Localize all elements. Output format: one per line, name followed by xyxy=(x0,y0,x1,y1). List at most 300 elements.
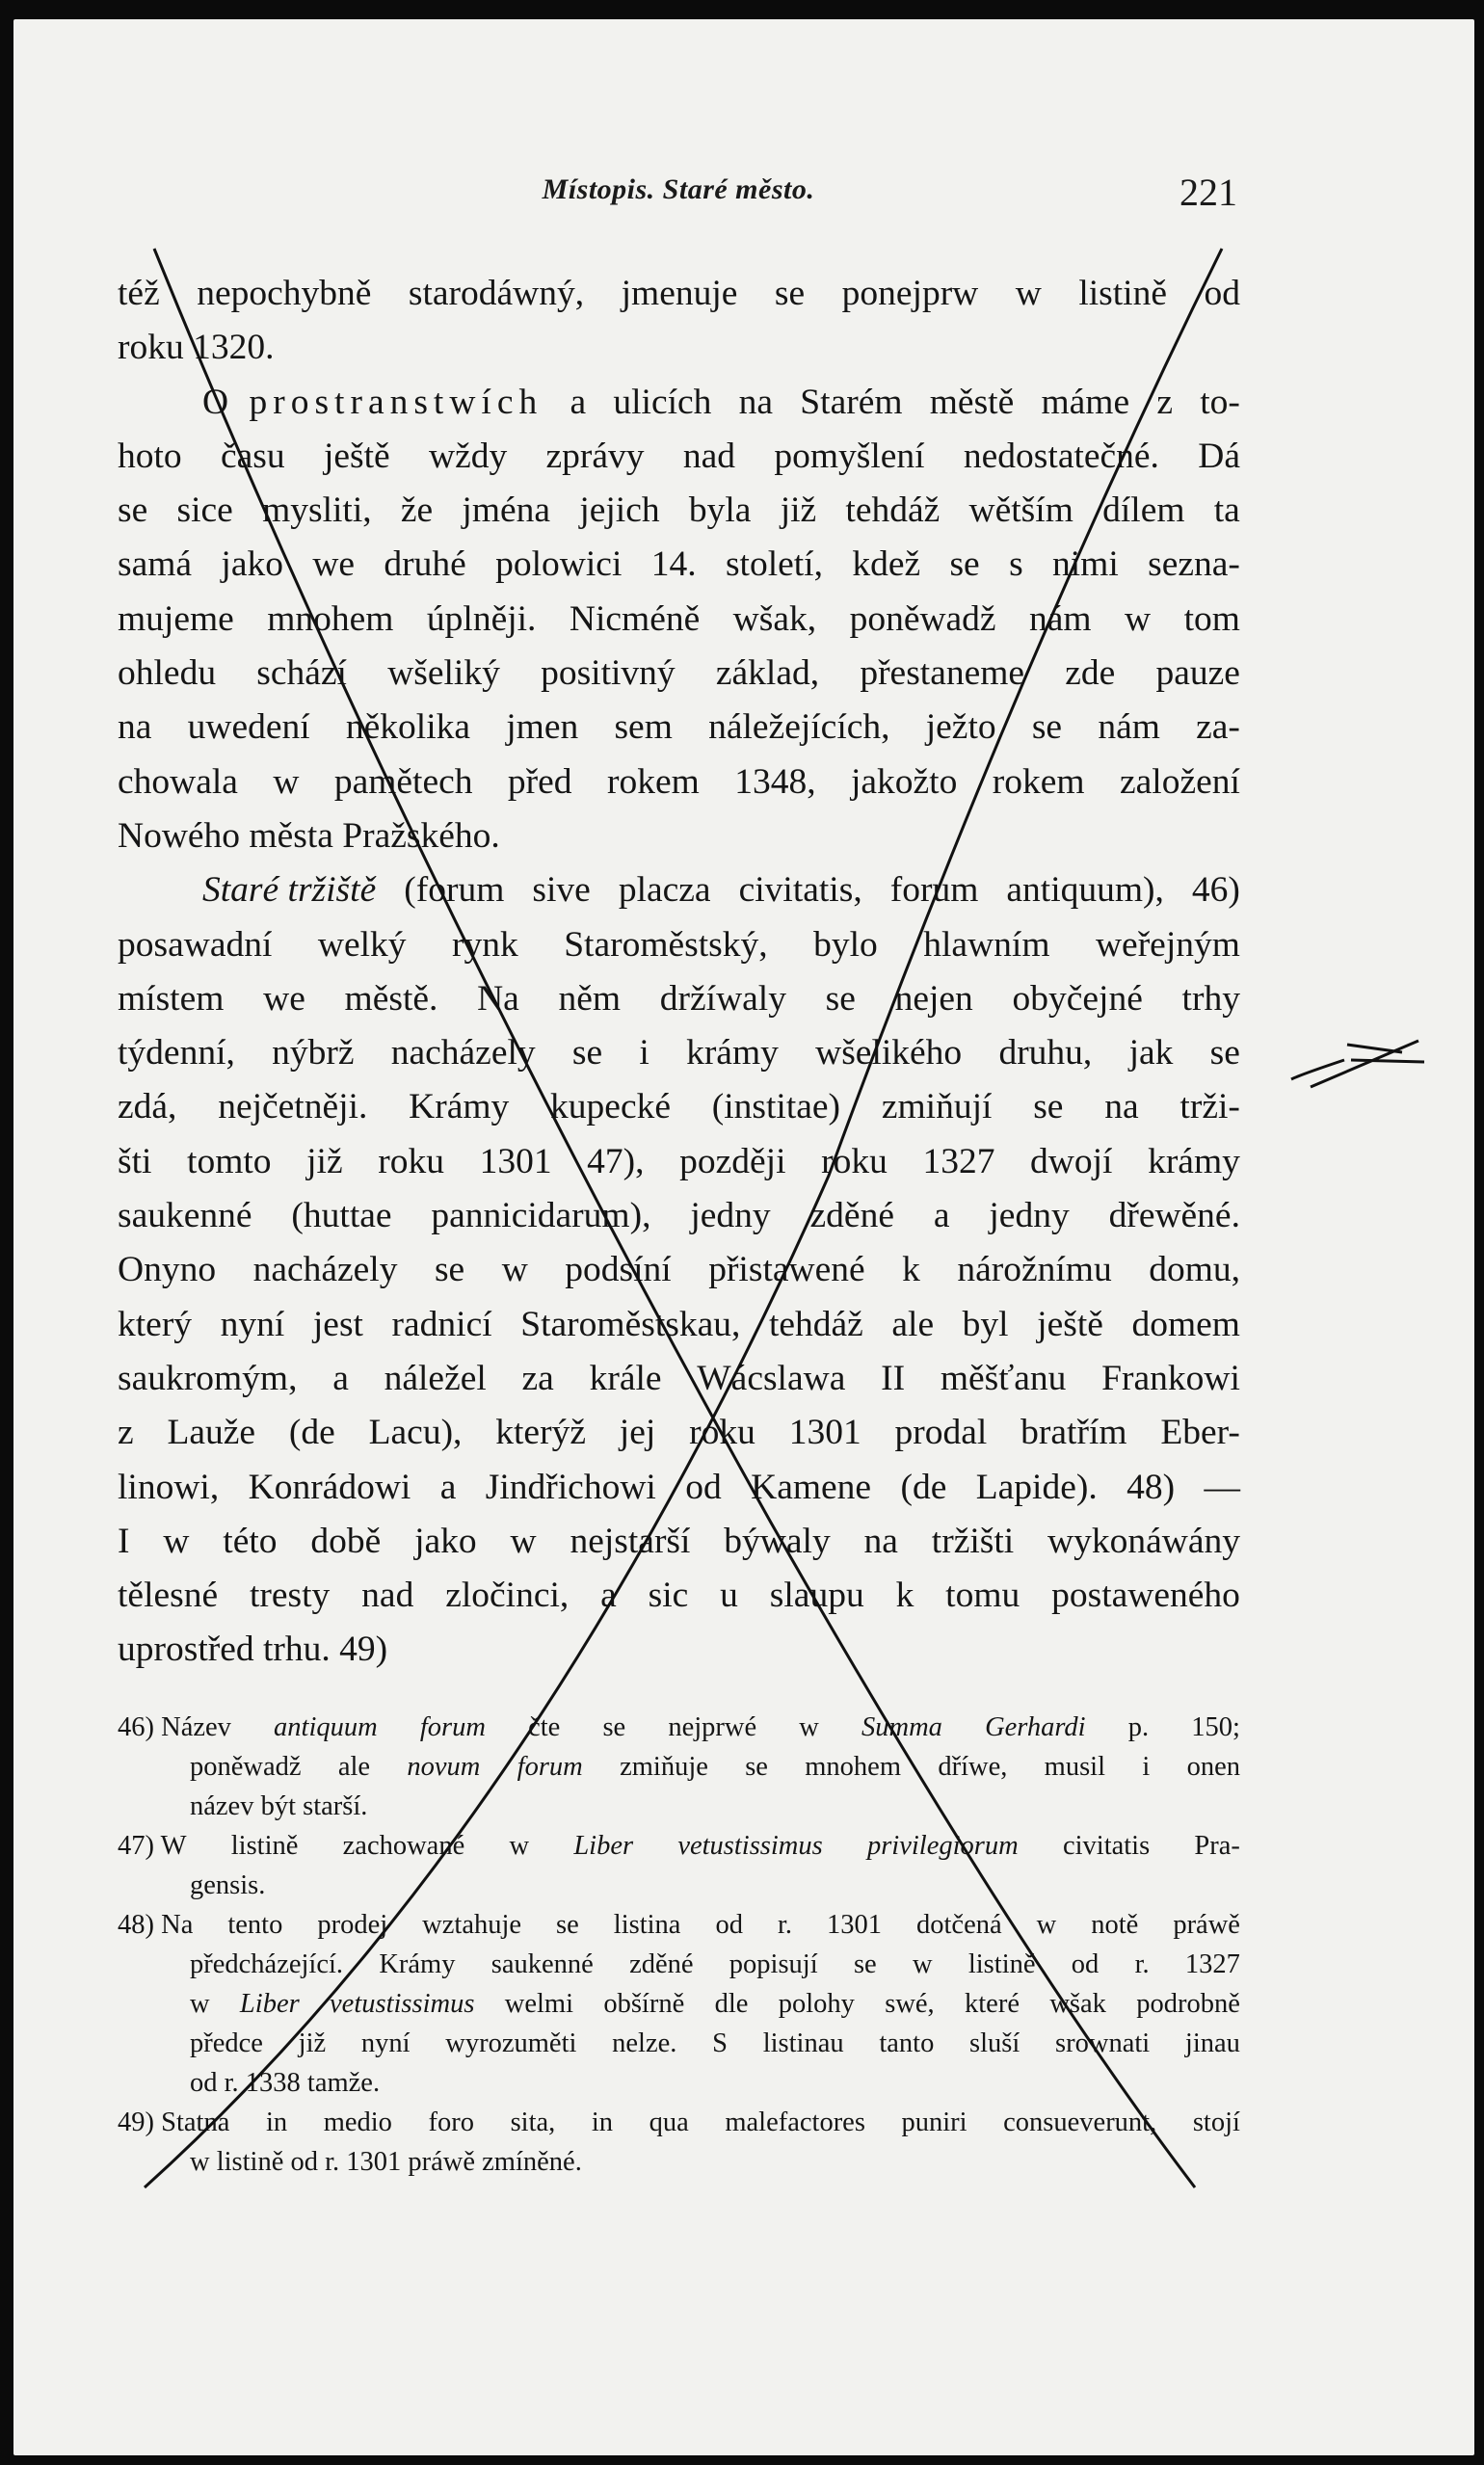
word: wždy xyxy=(428,436,508,476)
footnote-word: název být starší. xyxy=(190,1791,368,1821)
word: roku xyxy=(689,1413,755,1453)
footnote-line xyxy=(118,1747,1240,1787)
word: forum xyxy=(889,870,979,911)
footnote-word: předcházející. xyxy=(190,1949,344,1979)
word: z xyxy=(1156,382,1174,422)
text-line xyxy=(118,1135,1240,1189)
footnote-word: 49) Statna xyxy=(118,2107,230,2137)
footnote-word: i xyxy=(1142,1752,1151,1782)
word: nárožnímu xyxy=(957,1250,1112,1290)
word: již xyxy=(306,1141,343,1181)
footnote-word: srownati xyxy=(1055,2028,1151,2058)
footnote-word: w listině od r. 1301 práwě zmíněné. xyxy=(190,2147,582,2177)
footnote-word: musil xyxy=(1044,1752,1106,1782)
footnote-word: gensis. xyxy=(190,1870,266,1900)
footnote-word: wyrozuměti xyxy=(445,2028,577,2058)
word: polowici xyxy=(495,544,623,585)
word: sive xyxy=(532,870,591,911)
word: se xyxy=(571,1033,603,1073)
footnote-word: 1301 xyxy=(827,1910,883,1940)
footnote-word: tento xyxy=(227,1910,283,1940)
word: Starém xyxy=(800,382,903,422)
footnote-word: saukenné xyxy=(490,1949,594,1979)
footnote-word: 48) Na xyxy=(118,1910,194,1940)
word: kterýž xyxy=(495,1413,586,1453)
word: 14. xyxy=(650,544,697,585)
word: od xyxy=(1204,274,1240,313)
word: již xyxy=(780,490,817,531)
text-line xyxy=(118,484,1240,538)
word: náležel xyxy=(384,1358,487,1398)
word: kupecké xyxy=(550,1087,671,1127)
word: tělesné xyxy=(118,1576,219,1616)
footnotes xyxy=(118,1708,1240,2182)
footnote-word: civitatis xyxy=(1062,1831,1151,1861)
footnote-word: 150; xyxy=(1191,1712,1240,1742)
footnote-word: ale xyxy=(337,1752,371,1782)
footnote-word: práwě xyxy=(1173,1910,1240,1940)
word: k xyxy=(902,1250,920,1290)
footnote-word: prodej xyxy=(317,1910,388,1940)
word: ta xyxy=(1213,490,1240,531)
word: schází xyxy=(256,653,347,694)
word: hoto xyxy=(118,436,182,476)
footnote-word: wšak xyxy=(1049,1989,1106,2019)
text-line xyxy=(118,430,1240,484)
word: — xyxy=(1204,1467,1240,1507)
word: Nicméně xyxy=(569,598,701,639)
word: pamětech xyxy=(333,761,473,802)
word: wětším xyxy=(968,490,1073,531)
text-line xyxy=(118,755,1240,809)
footnote-word: in xyxy=(591,2107,614,2137)
footnote-word: Pra- xyxy=(1194,1831,1240,1861)
word: i xyxy=(639,1033,649,1073)
word: (de xyxy=(288,1413,335,1453)
footnote-word: nelze. xyxy=(612,2028,677,2058)
word: trži- xyxy=(1179,1087,1240,1127)
footnote-word: w xyxy=(912,1949,933,1979)
word: století, xyxy=(725,544,823,585)
footnote-word: forum xyxy=(517,1752,583,1782)
word: jedny xyxy=(989,1196,1070,1236)
word: kdež xyxy=(852,544,921,585)
text-line xyxy=(118,701,1240,755)
text-line xyxy=(118,267,1240,321)
word: Nowého města Pražského. xyxy=(118,815,500,856)
word: bratřím xyxy=(1020,1413,1127,1453)
word: dílem xyxy=(1102,490,1185,531)
word: we xyxy=(263,978,305,1019)
word: 48) xyxy=(1126,1467,1176,1507)
footnote-word: p. xyxy=(1127,1712,1150,1742)
word: se xyxy=(774,274,806,313)
word: k xyxy=(895,1576,914,1616)
word: sic xyxy=(648,1576,689,1616)
footnote-word: in xyxy=(265,2107,288,2137)
word: se xyxy=(434,1250,465,1290)
footnote-word: puniri xyxy=(901,2107,967,2137)
word: přestaneme xyxy=(860,653,1025,694)
footnote-word: listině xyxy=(230,1831,299,1861)
word: Onyno xyxy=(118,1250,217,1290)
word: sezna- xyxy=(1148,544,1240,585)
word: jejich xyxy=(579,490,660,531)
word: hlawním xyxy=(923,924,1050,965)
word: Lapide). xyxy=(975,1467,1098,1507)
word: druhé xyxy=(384,544,466,585)
footnote-word: se xyxy=(853,1949,877,1979)
word: u xyxy=(720,1576,738,1616)
footnote-word: Liber xyxy=(239,1989,300,2019)
footnote-line xyxy=(118,1826,1240,1866)
word: náležejících, xyxy=(708,707,890,748)
footnote-word: poněwadž xyxy=(190,1752,302,1782)
word: Kamene xyxy=(751,1467,872,1507)
footnote-word: obšírně xyxy=(603,1989,685,2019)
word: tomu xyxy=(945,1576,1020,1616)
footnote-line xyxy=(118,2024,1240,2063)
word: Jindřichowi xyxy=(485,1467,656,1507)
word: druhu, xyxy=(998,1033,1093,1073)
text-line xyxy=(118,1080,1240,1134)
word: na xyxy=(1104,1087,1139,1127)
word: několika xyxy=(345,707,471,748)
word: ještě xyxy=(1037,1304,1103,1344)
footnote-word: listině xyxy=(967,1949,1036,1979)
word: měšťanu xyxy=(940,1358,1067,1398)
word: chowala xyxy=(118,761,238,802)
footnote-word: novum xyxy=(407,1752,481,1782)
body-text xyxy=(118,267,1240,1678)
word: ale xyxy=(891,1304,935,1344)
word: jej xyxy=(619,1413,656,1453)
word: nejstarší xyxy=(570,1521,691,1561)
word: se xyxy=(1033,1087,1064,1127)
word: Lauže xyxy=(167,1413,256,1453)
word: ulicích xyxy=(613,382,712,422)
word: tom xyxy=(1183,598,1240,639)
word: w xyxy=(501,1250,528,1290)
word: zprávy xyxy=(545,436,645,476)
word: mnohem xyxy=(267,598,394,639)
footnote-word: mnohem xyxy=(805,1752,902,1782)
word: a xyxy=(332,1358,349,1398)
word: posawadní xyxy=(118,924,273,965)
footnote-word: onen xyxy=(1186,1752,1240,1782)
word: nedostatečné. xyxy=(963,436,1159,476)
word: s xyxy=(1009,544,1023,585)
footnote-line xyxy=(118,1866,1240,1905)
word: slaupu xyxy=(769,1576,864,1616)
word: Staroměstský, xyxy=(564,924,768,965)
word: ježto xyxy=(925,707,996,748)
footnote-line xyxy=(118,1905,1240,1945)
text-line xyxy=(118,972,1240,1026)
word: tomto xyxy=(187,1141,272,1181)
word: z xyxy=(118,1413,134,1453)
text-line xyxy=(118,1189,1240,1243)
word: týdenní, xyxy=(118,1033,235,1073)
word: postaweného xyxy=(1051,1576,1240,1616)
word: roku xyxy=(821,1141,888,1181)
word: w xyxy=(1015,274,1042,313)
word: založení xyxy=(1119,761,1240,802)
footnote-word: S xyxy=(712,2028,728,2058)
word: trhy xyxy=(1181,978,1240,1019)
word: šti xyxy=(118,1141,152,1181)
word: saukenné xyxy=(118,1196,252,1236)
word: Lacu), xyxy=(368,1413,463,1453)
word: této xyxy=(223,1521,278,1561)
word: jedny xyxy=(690,1196,771,1236)
footnote-word: w xyxy=(509,1831,530,1861)
footnote-word: nyní xyxy=(360,2028,411,2058)
word: I xyxy=(118,1521,130,1561)
text-line xyxy=(118,1352,1240,1406)
word: od xyxy=(685,1467,722,1507)
word: positivný xyxy=(541,653,676,694)
footnote-word: r. xyxy=(777,1910,793,1940)
footnote-word: 1327 xyxy=(1184,1949,1240,1979)
footnote-line xyxy=(118,2103,1240,2142)
word: se xyxy=(1209,1033,1240,1073)
word: byl xyxy=(962,1304,1009,1344)
footnote-word: tanto xyxy=(879,2028,935,2058)
word: jako xyxy=(414,1521,477,1561)
word: jmen xyxy=(506,707,579,748)
footnote-line xyxy=(118,1945,1240,1984)
word: nad xyxy=(682,436,736,476)
word: nejčetněji. xyxy=(218,1087,368,1127)
word: domu, xyxy=(1149,1250,1240,1290)
word: roku 1320. xyxy=(118,328,275,368)
word: něm xyxy=(558,978,622,1019)
word: (huttae xyxy=(291,1196,392,1236)
word: za- xyxy=(1196,707,1240,748)
word: linowi, xyxy=(118,1467,220,1507)
word: času xyxy=(220,436,285,476)
text-line xyxy=(118,321,1240,375)
word: se xyxy=(949,544,980,585)
word: později xyxy=(679,1141,786,1181)
word: jména xyxy=(462,490,551,531)
text-line xyxy=(118,538,1240,592)
footnote-word: se xyxy=(602,1712,626,1742)
word: se xyxy=(118,490,148,531)
word: w xyxy=(510,1521,537,1561)
word: II xyxy=(881,1358,906,1398)
word: 1301 xyxy=(788,1413,861,1453)
word: nad xyxy=(361,1576,414,1616)
word: rynk xyxy=(451,924,518,965)
footnote-word: Krámy xyxy=(379,1949,456,1979)
word: krámy xyxy=(1148,1141,1240,1181)
word: též xyxy=(118,274,160,313)
footnote-line xyxy=(118,1787,1240,1826)
book-page xyxy=(13,19,1474,2455)
word: jak xyxy=(1128,1033,1174,1073)
word: obyčejné xyxy=(1012,978,1143,1019)
word: že xyxy=(400,490,434,531)
word: jest xyxy=(312,1304,363,1344)
footnote-word: Liber xyxy=(573,1831,634,1861)
word: zde xyxy=(1065,653,1116,694)
word: starodáwný, xyxy=(408,274,585,313)
word: nýbrž xyxy=(272,1033,355,1073)
word: civitatis, xyxy=(738,870,862,911)
word: městě xyxy=(929,382,1015,422)
footnote-line xyxy=(118,2063,1240,2103)
footnote-word: jinau xyxy=(1184,2028,1240,2058)
footnote-word: stojí xyxy=(1192,2107,1240,2137)
footnote-word: w xyxy=(799,1712,819,1742)
footnote-word: dotčená xyxy=(916,1910,1002,1940)
word: tehdáž xyxy=(768,1304,863,1344)
footnote-word: notě xyxy=(1091,1910,1139,1940)
footnote-word: se xyxy=(745,1752,768,1782)
footnote-word: forum xyxy=(419,1712,486,1742)
word: w xyxy=(163,1521,190,1561)
word: ještě xyxy=(323,436,390,476)
footnote-word: nejprwé xyxy=(668,1712,757,1742)
word: podsíní xyxy=(565,1250,672,1290)
running-head: Místopis. Staré město. xyxy=(542,173,815,205)
word: domem xyxy=(1131,1304,1240,1344)
word: (de xyxy=(900,1467,947,1507)
word: pomyšlení xyxy=(774,436,925,476)
page-number: 221 xyxy=(1179,171,1237,214)
word: Dá xyxy=(1198,436,1240,476)
word: zděné xyxy=(809,1196,894,1236)
footnote-word: Summa xyxy=(861,1712,942,1742)
word: wšeliký xyxy=(387,653,500,694)
text-line xyxy=(118,863,1240,917)
footnote-word: čte xyxy=(528,1712,561,1742)
footnote-word: w xyxy=(190,1989,210,2019)
footnote-word: od xyxy=(1071,1949,1100,1979)
word: wykonáwány xyxy=(1047,1521,1240,1561)
word: místem xyxy=(118,978,225,1019)
word: úplněji. xyxy=(426,598,537,639)
word: nacházely xyxy=(252,1250,398,1290)
text-line xyxy=(118,1569,1240,1623)
footnote-word: vetustissimus xyxy=(330,1989,475,2019)
footnote-line xyxy=(118,1708,1240,1747)
text-line xyxy=(118,647,1240,701)
footnote-word: od r. 1338 tamže. xyxy=(190,2068,381,2098)
word: nimi xyxy=(1052,544,1119,585)
footnote-word: w xyxy=(1036,1910,1057,1940)
footnote-word: předce xyxy=(190,2028,263,2058)
word: uprostřed trhu. 49) xyxy=(118,1630,388,1670)
word: rokem xyxy=(606,761,700,802)
word: městě. xyxy=(344,978,438,1019)
word: tresty xyxy=(249,1576,331,1616)
word: wšelikého xyxy=(815,1033,963,1073)
word: Konrádowi xyxy=(248,1467,411,1507)
word: Wácslawa xyxy=(697,1358,846,1398)
word: (forum xyxy=(404,870,505,911)
word: se xyxy=(1031,707,1063,748)
footnote-word: vetustissimus xyxy=(677,1831,823,1861)
footnote-word: se xyxy=(556,1910,579,1940)
footnote-word: qua xyxy=(649,2107,689,2137)
word: tržišti xyxy=(931,1521,1015,1561)
word: Na xyxy=(477,978,519,1019)
word: držíwaly xyxy=(659,978,786,1019)
footnote-word: již xyxy=(298,2028,327,2058)
footnote-word: které xyxy=(965,1989,1020,2019)
word: býwaly xyxy=(724,1521,831,1561)
word: době xyxy=(310,1521,382,1561)
text-line xyxy=(118,918,1240,972)
footnote-word: wztahuje xyxy=(422,1910,522,1940)
word: před xyxy=(507,761,572,802)
word: 47), xyxy=(587,1141,645,1181)
word: jako xyxy=(221,544,283,585)
word: krále xyxy=(589,1358,662,1398)
text-line xyxy=(118,1623,1240,1677)
word: (institae) xyxy=(711,1087,841,1127)
word: na xyxy=(863,1521,898,1561)
word: za xyxy=(521,1358,554,1398)
footnote-word: listinau xyxy=(762,2028,844,2058)
word: nejen xyxy=(894,978,973,1019)
footnote-word: zděné xyxy=(629,1949,694,1979)
footnote-word: foro xyxy=(428,2107,474,2137)
word: placza xyxy=(618,870,711,911)
word: we xyxy=(312,544,356,585)
word: a xyxy=(570,382,587,422)
word: ohledu xyxy=(118,653,217,694)
word: a xyxy=(933,1196,950,1236)
word: Krámy xyxy=(409,1087,510,1127)
footnote-word: Gerhardi xyxy=(985,1712,1086,1742)
word: antiquum), xyxy=(1006,870,1164,911)
footnote-word: privilegiorum xyxy=(866,1831,1019,1861)
word: na xyxy=(738,382,774,422)
word: byla xyxy=(688,490,752,531)
footnote-word: welmi xyxy=(504,1989,574,2019)
word: který xyxy=(118,1304,193,1344)
word: jmenuje xyxy=(621,274,738,313)
word: weřejným xyxy=(1095,924,1240,965)
footnote-word: swé, xyxy=(885,1989,935,2019)
footnote-word: zachowané xyxy=(342,1831,465,1861)
word: dřewěné. xyxy=(1108,1196,1240,1236)
word: 1348, xyxy=(734,761,816,802)
word: zločinci, xyxy=(445,1576,570,1616)
word: se xyxy=(825,978,856,1019)
word: nyní xyxy=(220,1304,285,1344)
word: ponejprw xyxy=(841,274,979,313)
footnote-word: 46) Název xyxy=(118,1712,231,1742)
word: tehdáž xyxy=(845,490,941,531)
word: nacházely xyxy=(390,1033,536,1073)
text-line xyxy=(118,1406,1240,1460)
word: to- xyxy=(1200,382,1240,422)
word: 1301 xyxy=(479,1141,552,1181)
word: w xyxy=(1125,598,1152,639)
footnote-word: dle xyxy=(714,1989,749,2019)
word: nám xyxy=(1029,598,1092,639)
footnote-word: podrobně xyxy=(1136,1989,1240,2019)
text-line xyxy=(118,1461,1240,1515)
word: Eber- xyxy=(1160,1413,1240,1453)
footnote-word: od xyxy=(715,1910,743,1940)
word: O prostranstwích xyxy=(202,382,543,422)
